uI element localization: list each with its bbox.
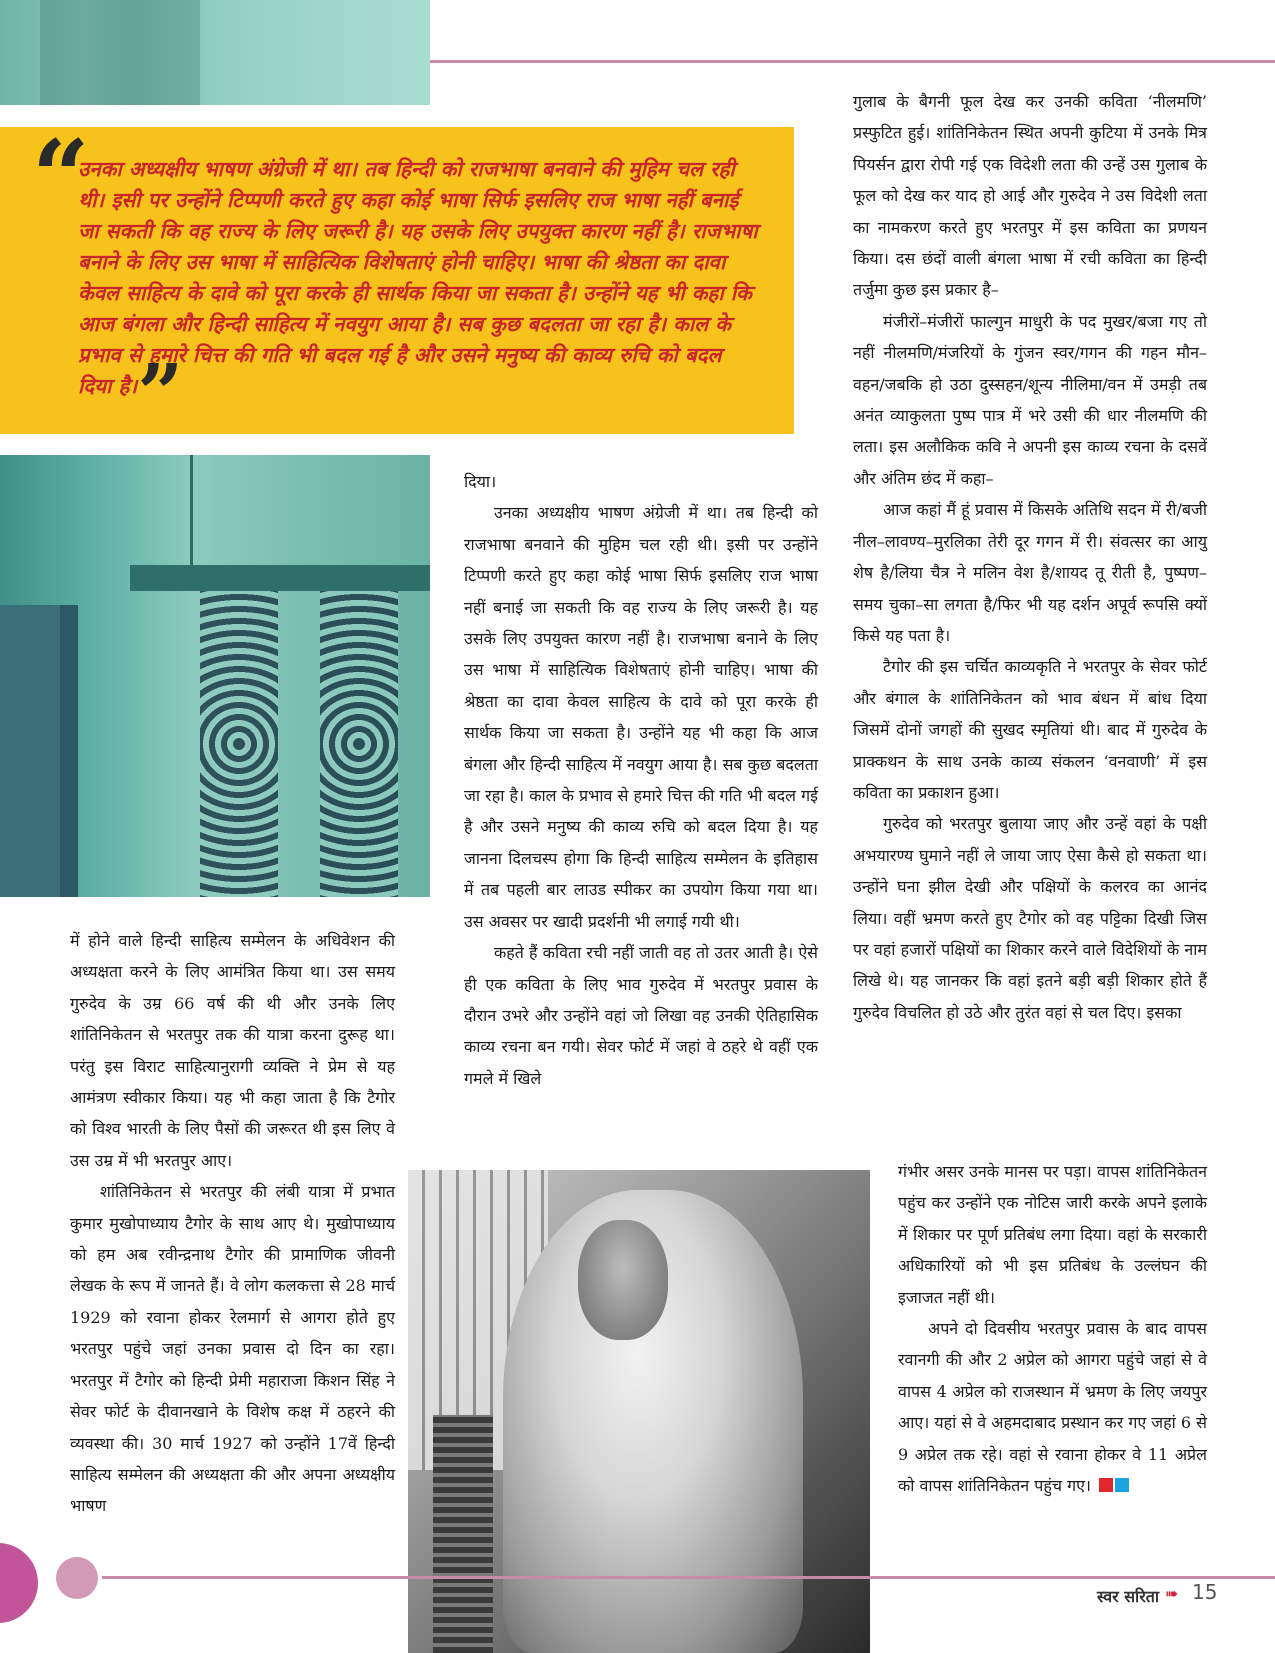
paragraph [898, 1313, 1207, 1501]
end-mark-red-icon [1099, 1478, 1113, 1492]
pull-quote-text: उनका अध्यक्षीय भाषण अंग्रेजी में था। तब हिन्दी को राजभाषा बनवाने की मुहिम चल रही थी। इसी पर उन्होंने टिप्पणी करते हुए कहा कोई भाषा सिर्फ इसलिए राज भाषा नहीं बनाई जा सकती कि वह राज्य के लिए जरूरी है। यह उसके लिए उपयुक्त कारण नहीं है। राजभाषा बनाने के लिए उस भाषा में साहित्यिक विशेषताएं होनी चाहिए। भाषा की श्रेष्ठता का दावा केवल साहित्य के दावे को पूरा करके ही सार्थक किया जा सकता है। उन्होंने यह भी कहा कि आज बंगला और हिन्दी साहित्य में नवयुग आया है। सब कुछ बदलता जा रहा है। काल के प्रभाव से हमारे चित्त की गति भी बदल गई है और उसने मनुष्य की काव्य रुचि को बदल दिया है। [78, 157, 758, 398]
photo-shade [40, 0, 200, 105]
end-mark-blue-icon [1115, 1478, 1129, 1492]
tagore-portrait-photo [408, 1170, 870, 1653]
column-right [853, 86, 1207, 1028]
photo-lattice-left [200, 591, 278, 897]
paragraph: उनका अध्यक्षीय भाषण अंग्रेजी में था। तब हिन्दी को राजभाषा बनवाने की मुहिम चल रही थी। इसी पर उन्होंने टिप्पणी करते हुए कहा कोई भाषा सिर्फ इसलिए राज भाषा नहीं बनाई जा सकती कि वह राज्य के लिए जरूरी है। यह उसके लिए उपयुक्त कारण नहीं है। राजभाषा बनाने के लिए उस भाषा में साहित्यिक विशेषताएं होनी चाहिए। भाषा की श्रेष्ठता का दावा केवल साहित्य के दावे को पूरा करके ही सार्थक किया जा सकता है। उन्होंने यह भी कहा कि आज बंगला और हिन्दी साहित्य में नवयुग आया है। सब कुछ बदलता जा रहा है। काल के प्रभाव से हमारे चित्त की गति भी बदल गई है और उसने मनुष्य की काव्य रुचि को बदल दिया है। यह जानना दिलचस्प होगा कि हिन्दी साहित्य सम्मेलन के इतिहास में तब पहली बार लाउड स्पीकर का उपयोग किया गया था। उस अवसर पर खादी प्रदर्शनी भी लगाई गयी थी। [464, 503, 818, 931]
paragraph: गंभीर असर उनके मानस पर पड़ा। वापस शांतिनिकेतन पहुंच कर उन्होंने एक नोटिस जारी करके अपने इलाके में शिकार पर पूर्ण प्रतिबंध लगा दिया। वहां के सरकारी अधिकारियों को भी इस प्रतिबंध के उल्लंघन की इजाजत नहीं थी। [898, 1162, 1207, 1307]
portrait-chair [433, 1415, 493, 1653]
photo-pillar [0, 605, 60, 897]
paragraph: गुलाब के बैगनी फूल देख कर उनकी कविता ‘नीलमणि’ प्रस्फुटित हुई। शांतिनिकेतन स्थित अपनी कुटिया में उनके मित्र पियर्सन द्वारा रोपी गई एक विदेशी लता की उन्हें उस गुलाब के फूल को देख कर याद हो आई और गुरुदेव ने उस विदेशी लता का नामकरण करते हुए भरतपुर में इस कविता का प्रणयन किया। दस छंदों वाली बंगला भाषा में रची कविता का हिन्दी तर्जुमा कुछ इस प्रकार है– [853, 92, 1207, 300]
page-number: 15 [1192, 1580, 1218, 1604]
column-left [70, 925, 395, 1522]
column-right-lower [898, 1156, 1207, 1501]
paragraph: टैगोर की इस चर्चित काव्यकृति ने भरतपुर के सेवर फोर्ट और बंगाल के शांतिनिकेतन को भाव बंधन में बांध दिया जिसमें दोनों जगहों की सुखद स्मृतियां थी। बाद में गुरुदेव के प्राक्कथन के साथ उनके काव्य संकलन ‘वनवाणी’ में इस कविता का प्रकाशन हुआ। [853, 657, 1207, 802]
paragraph: मंजीरों–मंजीरों फाल्गुन माधुरी के पद मुखर/बजा गए तो नहीं नीलमणि/मंजरियों के गुंजन स्वर/गगन की गहन मौन– वहन/जबकि हो उठा दुस्सहन/शून्य नीलिमा/वन में उमड़ी तब अनंत व्याकुलता पुष्प पात्र में भरे उसी की धार नीलमणि की लता। इस अलौकिक कवि ने अपनी इस काव्य रचना के दसवें और अंतिम छंद में कहा– [853, 311, 1207, 488]
final-paragraph-text: अपने दो दिवसीय भरतपुर प्रवास के बाद वापस रवानगी की और 2 अप्रेल को आगरा पहुंचे जहां से वे वापस 4 अप्रेल को राजस्थान में भ्रमण के लिए जयपुर आए। यहां से वे अहमदाबाद प्रस्थान कर गए जहां 6 से 9 अप्रेल तक रहे। वहां से रवाना होकर वे 11 अप्रेल को वापस शांतिनिकेतन पहुंच गए। [898, 1319, 1207, 1496]
paragraph: गुरुदेव को भरतपुर बुलाया जाए और उन्हें वहां के पक्षी अभयारण्य घुमाने नहीं ले जाया जाए ऐसा कैसे हो सकता था। उन्होंने घना झील देखी और पक्षियों के कलरव का आनंद लिया। वहीं भ्रमण करते हुए टैगोर को वह पट्टिका दिखी जिस पर वहां हजारों पक्षियों का शिकार करने वाले विदेशियों के नाम लिखे थे। यह जानकर कि वहां इतने बड़ी बड़ी शिकार होते हैं गुरुदेव विचलित हो उठे और तुरंत वहां से चल दिए। इसका [853, 814, 1207, 1022]
open-quote-icon: “ [32, 118, 90, 236]
magazine-name: स्वर सरिता [1097, 1587, 1160, 1606]
pull-quote [78, 154, 758, 440]
column-middle [464, 466, 818, 1094]
photo-wall-edge [190, 455, 193, 565]
paragraph: दिया। [464, 472, 497, 491]
portrait-face [578, 1220, 668, 1340]
photo-lattice-right [320, 591, 398, 897]
photo-ledge [130, 565, 430, 591]
top-photo [0, 0, 430, 105]
architecture-photo [0, 455, 430, 897]
paragraph: में होने वाले हिन्दी साहित्य सम्मेलन के अधिवेशन की अध्यक्षता करने के लिए आमंत्रित किया था। उस समय गुरुदेव के उम्र 66 वर्ष की थी और उनके लिए शांतिनिकेतन से भरतपुर तक की यात्रा करना दुरूह था। परंतु इस विराट साहित्यानुरागी व्यक्ति ने प्रेम से यह आमंत्रण स्वीकार किया। यह भी कहा जाता है कि टैगोर को विश्व भारती के लिए पैसों की जरूरत थी इस लिए वे उस उम्र में भी भरतपुर आए। [70, 931, 395, 1170]
paragraph: कहते हैं कविता रची नहीं जाती वह तो उतर आती है। ऐसे ही एक कविता के लिए भाव गुरुदेव में भरतपुर प्रवास के दौरान उभरे और उन्होंने वहां जो लिखा वह उनकी ऐतिहासिक काव्य रचना बन गयी। सेवर फोर्ट में जहां वे ठहरे थे वहीं एक गमले में खिले [464, 943, 818, 1088]
top-divider-line [430, 60, 1275, 63]
paragraph: आज कहां मैं हूं प्रवास में किसके अतिथि सदन में री/बजी नील–लावण्य–मुरलिका तेरी दूर गगन में री। संवत्सर का आयु शेष है/लिया चैत्र ने मलिन वेश है/शायद तू रीती है, पुष्पण–समय चुका–सा लगता है/फिर भी यह दर्शन अपूर्व रूपसि क्यों किसे यह पता है। [853, 500, 1207, 645]
close-quote-icon: ” [137, 346, 184, 440]
arrow-icon: ➠ [1165, 1584, 1179, 1603]
pull-quote-box [0, 118, 794, 440]
footer-circle-large [0, 1543, 38, 1623]
footer-circle-small [56, 1557, 98, 1599]
footer-divider-line [102, 1576, 1275, 1579]
photo-pillar-shadow [60, 605, 78, 897]
paragraph: शांतिनिकेतन से भरतपुर की लंबी यात्रा में प्रभात कुमार मुखोपाध्याय टैगोर के साथ आए थे। मुखोपाध्याय को हम अब रवीन्द्रनाथ टैगोर की प्रामाणिक जीवनी लेखक के रूप में जानते हैं। वे लोग कलकत्ता से 28 मार्च 1929 को रवाना होकर रेलमार्ग से आगरा होते हुए भरतपुर पहुंचे जहां उनका प्रवास दो दिन का रहा। भरतपुर में टैगोर को हिन्दी प्रेमी महाराजा किशन सिंह ने सेवर फोर्ट के दीवानखाने के विशेष कक्ष में ठहरने की व्यवस्था की। 30 मार्च 1927 को उन्होंने 17वें हिन्दी साहित्य सम्मेलन की अध्यक्षता की और अपना अध्यक्षीय भाषण [70, 1182, 395, 1516]
